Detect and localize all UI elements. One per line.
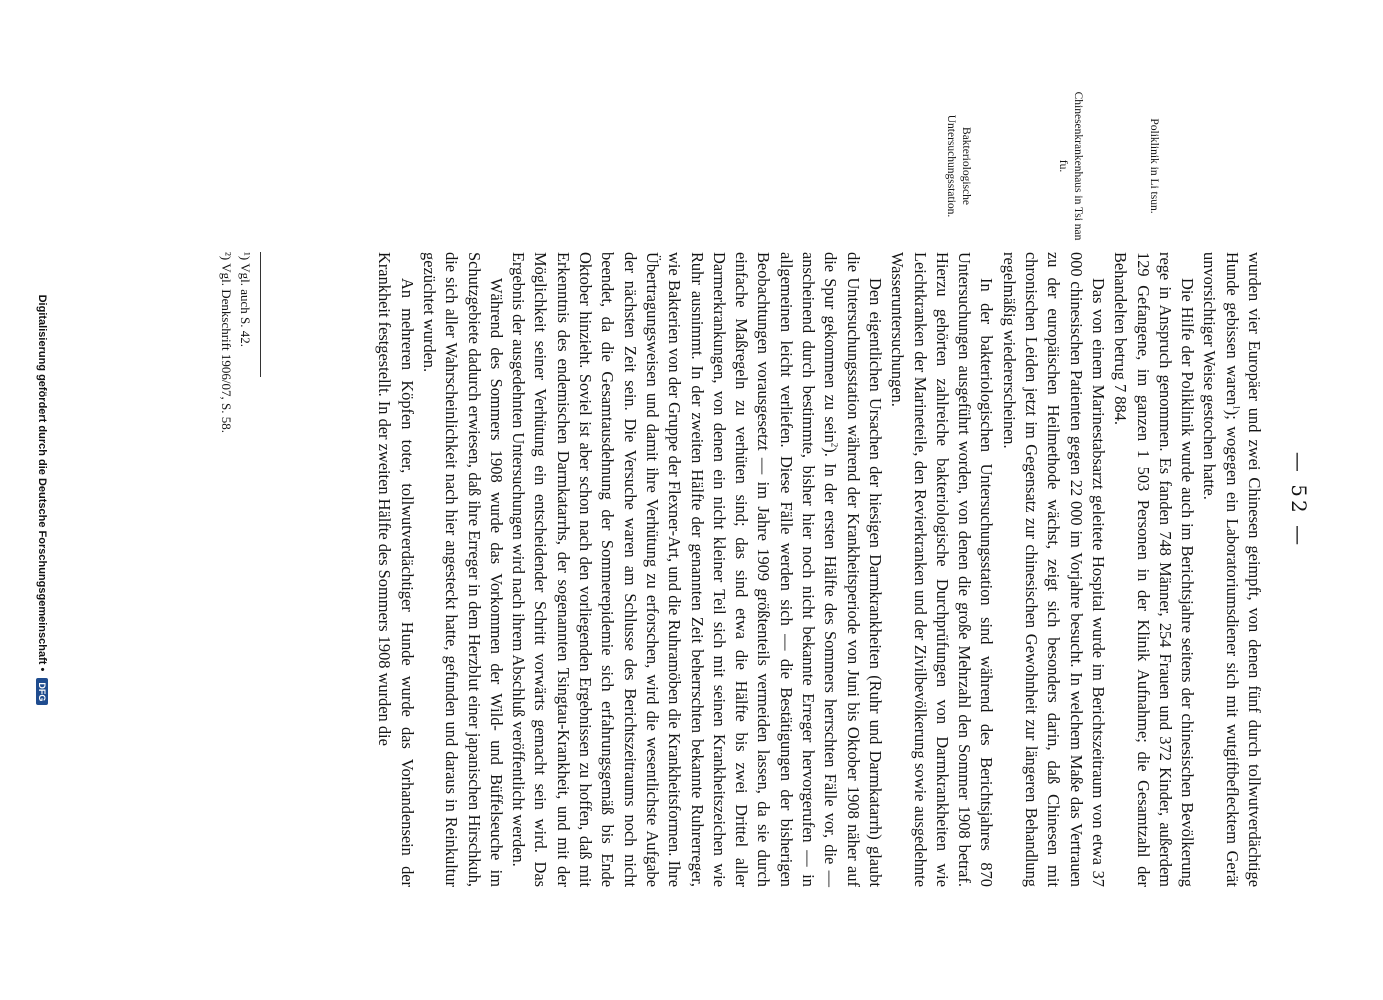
paragraph-2: Die Hilfe der Poliklinik wurde auch im Berichtsjahre seitens der chinesischen Bevölkerung rege in Anspruch genommen. Es fanden 748 Männer, 254 Frauen und 372 Kinder, außerdem 129 Gefangene, im ganzen 1 503 Personen in der Klinik Aufnahme; die Gesamtzahl der Behandelten betrug 7 884. [1111, 252, 1198, 887]
dfg-logo: DFG [36, 678, 48, 705]
digitization-credit-text: Digitalisierung gefördert durch die Deutsche Forschungsgemeinschaft • [36, 294, 48, 672]
footnote-2: ²) Vgl. Denkschrift 1906/07, S. 58. [219, 252, 234, 433]
footnote-ref-2: 2 [829, 442, 840, 448]
paragraph-1 [1198, 252, 1265, 887]
paragraph-4: In der bakteriologischen Untersuchungsstation sind während des Berichtsjahres 870 Untersuchungen ausgeführt worden, von denen die große Mehrzahl den Sommer 1908 betraf. Hierzu gehörten zahlreiche bakteriologische Durchprüfungen von Darmkrankheiten wie Leichtkranken der Marineteile, den Revierkranken und der Zivilbevölkerung sowie ausgedehnte Wasseruntersuchungen. [888, 252, 997, 887]
margin-note-poliklinik-text: Poliklinik in Li tsun. [1148, 118, 1160, 214]
paragraph-6: Während des Sommers 1908 wurde das Vorkommen der Wild- und Büffelseuche im Schutzgebiete dadurch erwiesen, daß ihre Erreger in dem Herzblut einer japanischen Hirschkuh, die sich aller Wahrscheinlichkeit nach hier angesteckt hatte, gefunden und daraus in Reinkultur gezüchtet wurden. [420, 252, 506, 887]
paragraph-5-start: Den eigentlichen Ursachen der hiesigen Darmkrankheiten (Ruhr und Darmkatarrh) glaubt die Untersuchungsstation während der Krankheitsperiode von Juni bis Oktober 1908 näher auf die Spur gekommen zu sein [821, 252, 885, 887]
footnote-divider [260, 252, 261, 377]
paragraph-1-start: wurden vier Europäer und zwei Chinesen geimpft, von denen fünf durch tollwutverdächtige Hunde gebissen waren [1222, 252, 1264, 887]
page-number: — 52 — [1287, 451, 1311, 549]
body-text [373, 252, 1265, 887]
margin-note-bakteriologische-station [943, 86, 973, 246]
paragraph-7: An mehreren Köpfen toter, tollwutverdächtiger Hunde wurde das Vorhandensein der Krankheit festgestellt. In der zweiten Hälfte des Sommers 1908 wurden die [375, 252, 417, 887]
paragraph-1-end: ); wogegen ein Laboratoriumsdiener sich mit wutgiftbeflecktem Gerät unvorsichtiger Weise gestochen hatte. [1200, 252, 1242, 887]
footnote-1: ¹) Vgl. auch S. 42. [238, 252, 253, 348]
paragraph-5-end: ). In der ersten Hälfte des Sommers herrschten Fälle vor, die — anscheinend durch bestimmte, bisher hier noch nicht bekannte Erreger hervorgerufen — in allgemeinen leicht verliefen. Diese Fälle werden sich — die Bestätigungen der bisherigen Beobachtungen vorausgesetzt — im Jahre 1909 größtenteils vermeiden lassen, da sie durch einfache Maßregeln zu verhüten sind; das sind etwa die Hälfte bis zwei Drittel aller Darmerkrankungen, von denen ein nicht kleiner Teil sich mit seinen Krankheitszeichen wie Ruhr ausnimmt. In der zweiten Hälfte der genannten Zeit beherrschten bekannte Ruhrerreger, wie Bakterien von der Gruppe der Flexner-Art, und die Ruhramöben die Krankheitsformen. Ihre Übertragungsweisen und damit ihre Verhütung zu erforschen, wird die wesentlichste Aufgabe der nächsten Zeit sein. Die Versuche waren am Schlusse des Berichtszeitraums noch nicht beendet, da die Gesamtausdehnung der Sommerepidemie sich erfahrungsgemäß bis Ende Oktober hinzieht. Soviel ist aber schon nach den vorliegenden Ergebnissen zu hoffen, daß mit Erkenntnis des endemischen Darmkatarrhs, der sogenannten Tsingtau-Krankheit, und mit der Möglichkeit seiner Verhütung ein entscheidender Schritt vorwärts gemacht sein wird. Das Ergebnis der ausgedehnten Untersuchungen wird nach ihrem Abschluß veröffentlicht werden. [509, 252, 841, 887]
margin-note-chinesenkrankenhaus [1055, 86, 1085, 246]
paragraph-5 [507, 252, 886, 887]
paragraph-3: Das von einem Marinestabsarzt geleitete Hospital wurde im Berichtszeitraum von etwa 37 000 chinesischen Patienten gegen 22 000 im Vorjahre besucht. In welchem Maße das Vertrauen zu der europäischen Heilmethode wächst, zeigt sich besonders darin, daß Chinesen mit chronischen Leiden jetzt im Gegensatz zur chinesischen Gewohnheit zur längeren Behandlung regelmäßig wiedererscheinen. [999, 252, 1108, 887]
margin-note-chinesenkrankenhaus-text: Chinesenkrankenhaus in Tsi nan fu. [1057, 91, 1084, 241]
digitization-credit [36, 0, 48, 1000]
margin-note-bakteriologische-station-text: Bakteriologische Untersuchungsstation. [945, 114, 972, 218]
margin-note-poliklinik [1146, 86, 1161, 246]
footnote-ref-1: 1 [1231, 405, 1242, 410]
footnotes [217, 252, 255, 652]
